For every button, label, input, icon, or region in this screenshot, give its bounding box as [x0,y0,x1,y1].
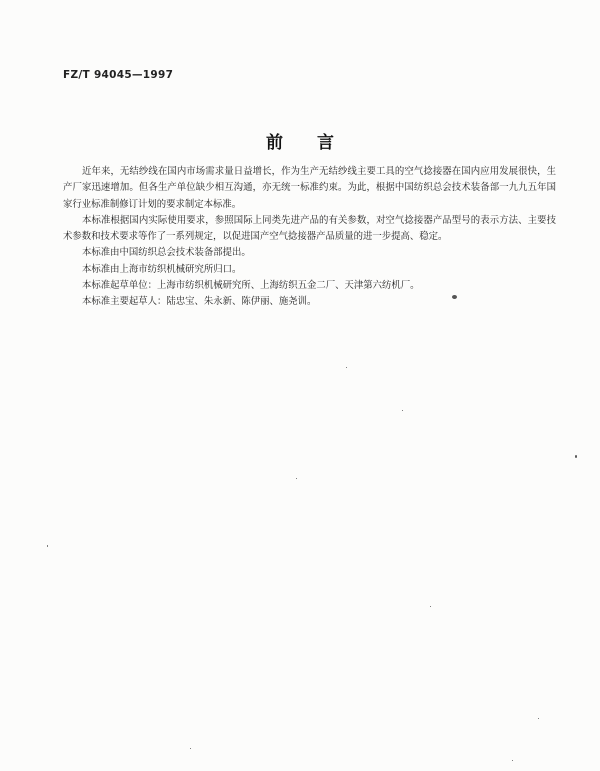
scan-speck [346,367,347,368]
scan-speck [190,748,191,749]
foreword-body [63,164,556,311]
paragraph-administrator: 本标准由上海市纺织机械研究所归口。 [82,263,242,275]
paragraph-drafters: 本标准主要起草人：陆忠宝、朱永新、陈伊丽、施尧训。 [82,296,317,308]
scan-speck [430,606,431,607]
standard-code: FZ/T 94045—1997 [63,69,174,81]
paragraph-proposer: 本标准由中国纺织总会技术装备部提出。 [82,247,251,259]
scan-speck [452,295,457,299]
paragraph-drafting-units: 本标准起草单位：上海市纺织机械研究所、上海纺织五金二厂、天津第六纺机厂。 [82,280,420,292]
scan-speck [575,455,577,458]
scan-speck [512,760,513,761]
paragraph-purpose: 本标准根据国内实际使用要求，参照国际上同类先进产品的有关参数，对空气捻接器产品型号的表示方法、主要技术参数和技术要求等作了一系列规定，以促进国产空气捻接器产品质量的进一步提高、稳定。 [63,214,556,243]
scan-speck [538,718,539,719]
page-title: 前言 [266,133,368,153]
scan-speck [402,410,403,411]
scan-speck [296,478,297,479]
scan-speck [47,545,48,547]
paragraph-background: 近年来，无结纱线在国内市场需求量日益增长，作为生产无结纱线主要工具的空气捻接器在国内应用发展很快，生产厂家迅速增加。但各生产单位缺少相互沟通，亦无统一标准约束。为此，根据中国纺织总会技术装备部一九九五年国家行业标准制修订计划的要求制定本标准。 [63,166,556,210]
